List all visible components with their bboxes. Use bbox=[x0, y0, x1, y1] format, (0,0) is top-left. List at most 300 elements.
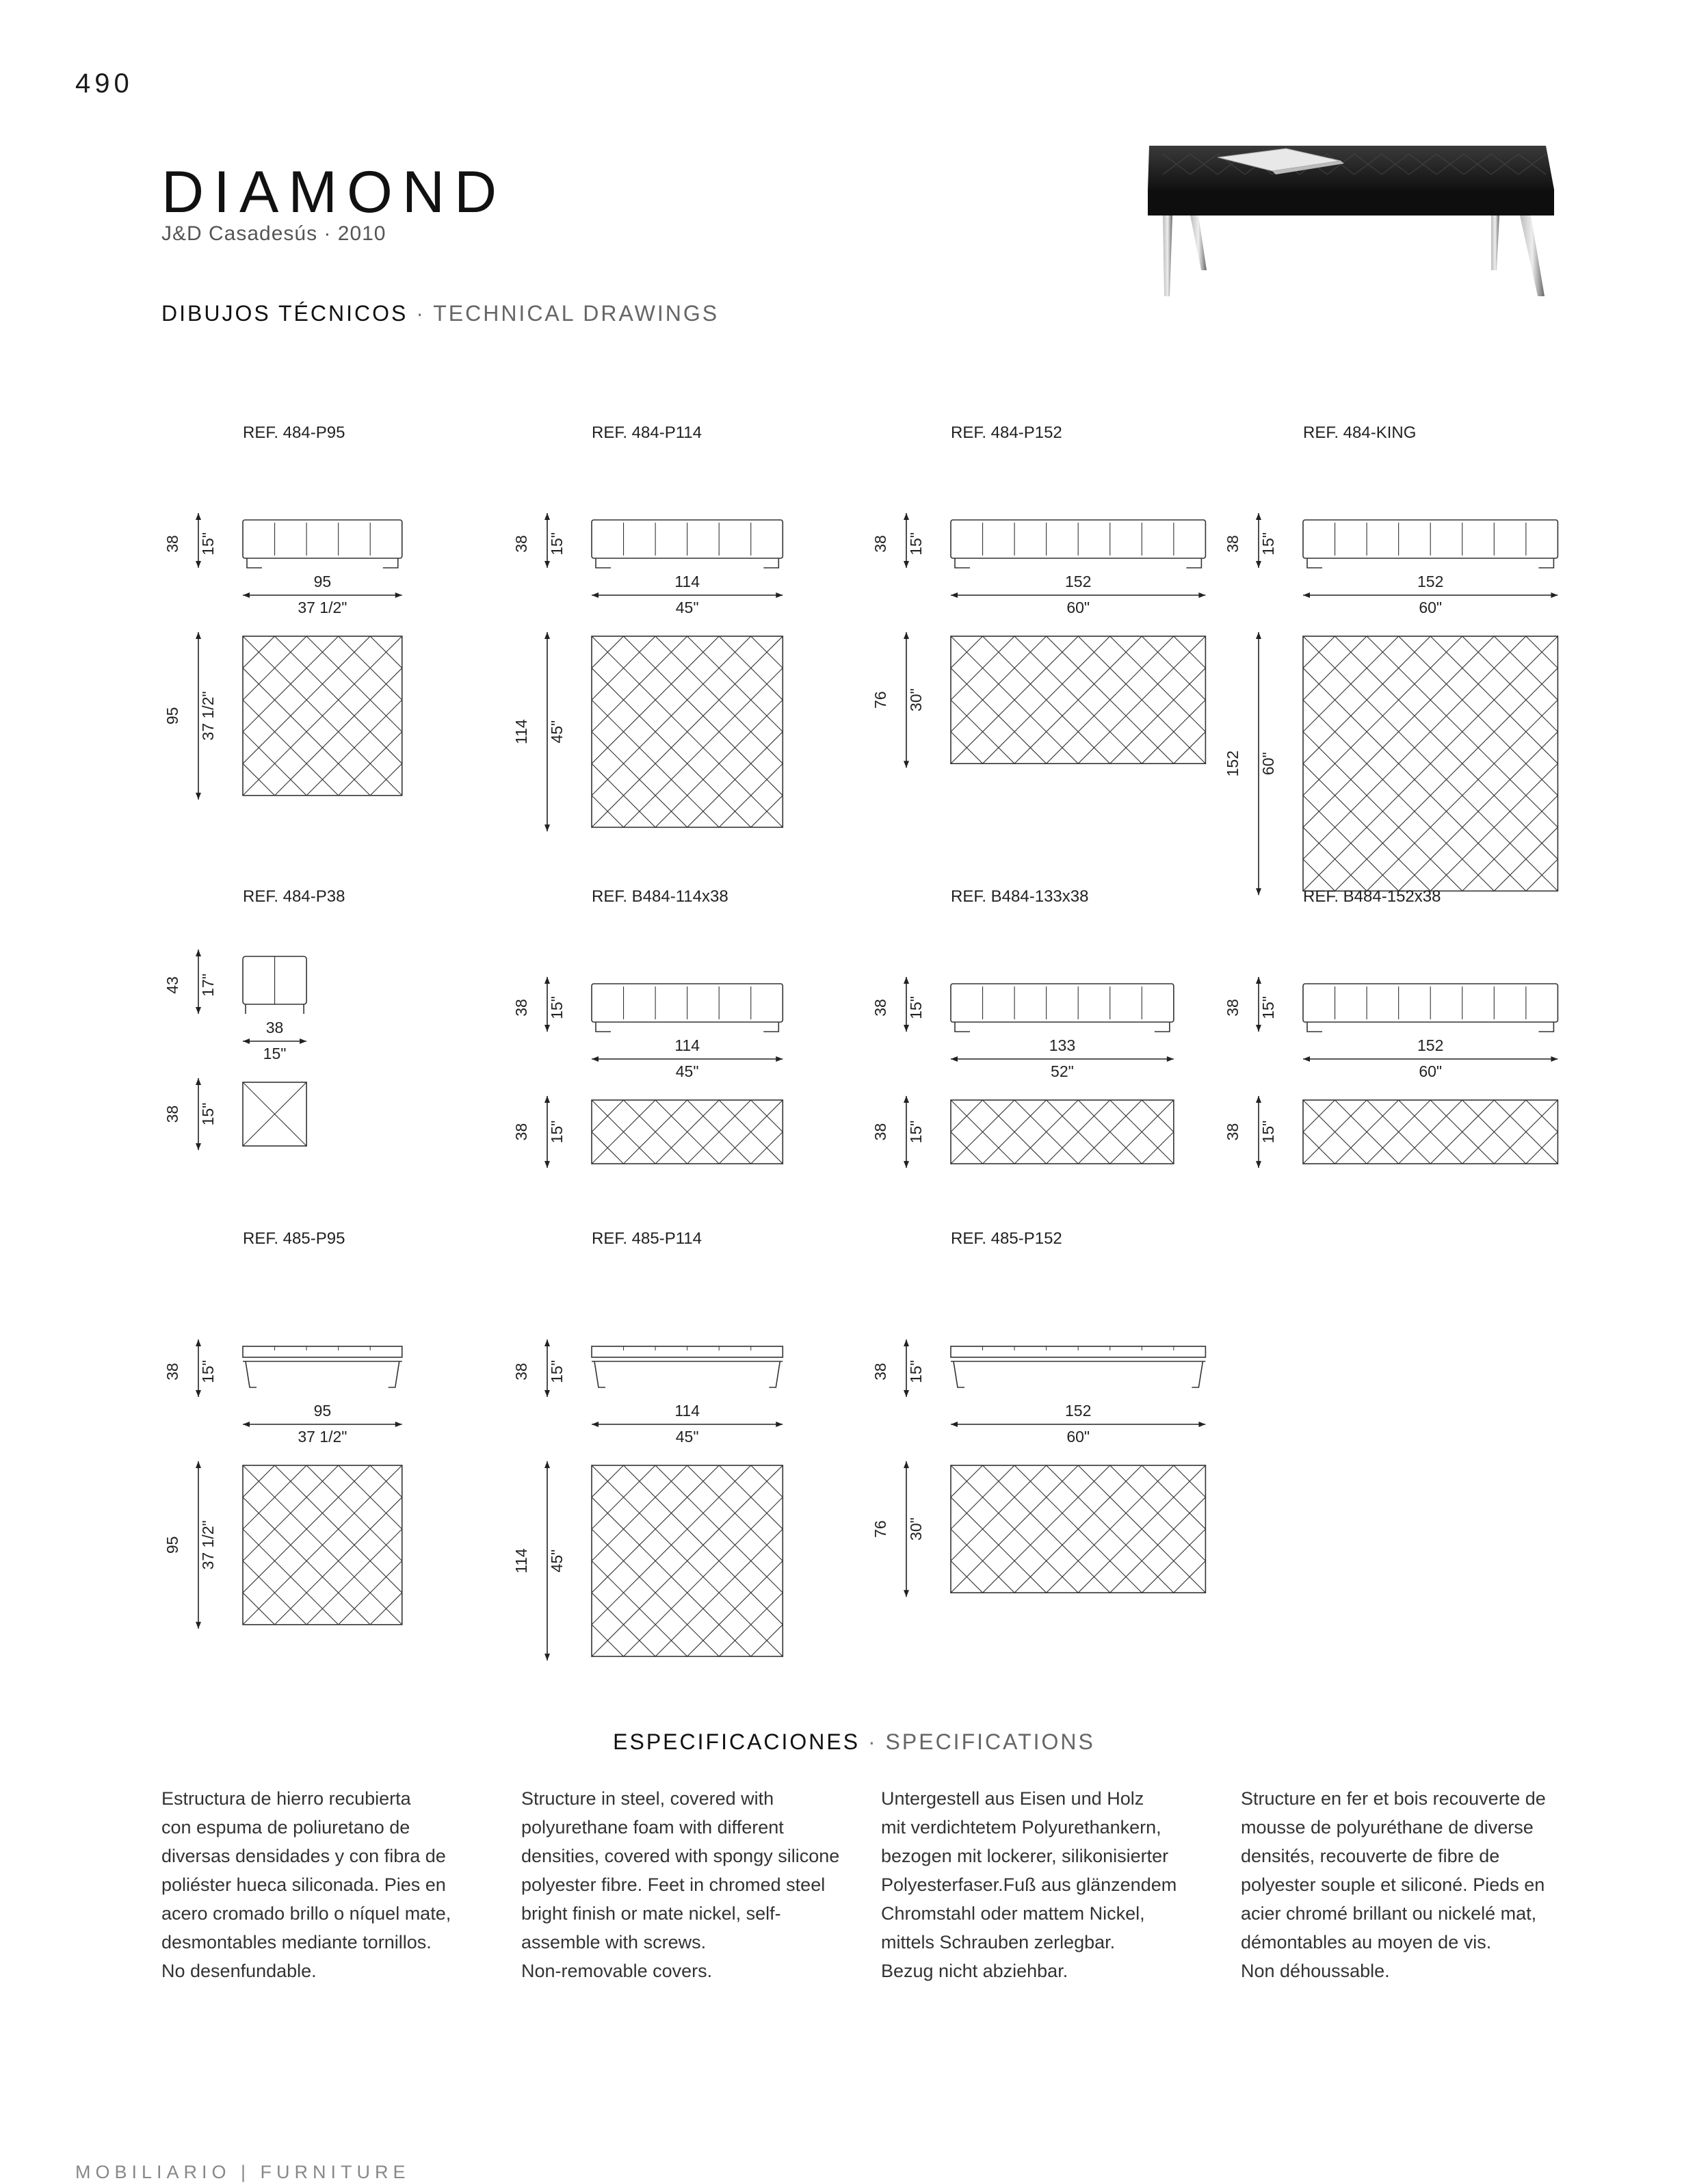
width-dimension bbox=[592, 592, 783, 598]
tufting-line bbox=[529, 636, 689, 796]
arrowhead bbox=[243, 592, 250, 598]
tufting-line bbox=[1006, 636, 1196, 827]
diamond-tufting bbox=[432, 1100, 942, 1164]
reference-label: REF. 484-P114 bbox=[592, 423, 702, 442]
tufting-line bbox=[1237, 1465, 1365, 1593]
depth-inches: 37 1/2" bbox=[199, 1520, 217, 1569]
tufting-line bbox=[0, 1465, 52, 1625]
arrowhead bbox=[1551, 592, 1558, 598]
specifications-heading bbox=[0, 1729, 1708, 1755]
spec-heading-en: SPECIFICATIONS bbox=[886, 1729, 1095, 1754]
pouf-foot bbox=[596, 1022, 611, 1032]
arrowhead bbox=[196, 632, 201, 639]
arrowhead bbox=[196, 1007, 201, 1014]
height-inches: 15" bbox=[1259, 996, 1277, 1019]
arrowhead bbox=[196, 793, 201, 800]
pouf-foot bbox=[383, 558, 398, 568]
designer-credit: J&D Casadesús · 2010 bbox=[161, 222, 386, 246]
tufting-line bbox=[1205, 1465, 1332, 1593]
tufting-line bbox=[1237, 636, 1365, 763]
arrowhead bbox=[544, 1096, 550, 1103]
reference-label: REF. 485-P95 bbox=[243, 1229, 345, 1248]
tufting-line bbox=[1558, 1100, 1621, 1164]
tufting-line bbox=[305, 636, 496, 827]
arrowhead bbox=[1303, 1056, 1310, 1062]
depth-cm: 38 bbox=[512, 1123, 530, 1141]
page-number: 490 bbox=[75, 68, 133, 99]
tufting-line bbox=[1270, 1100, 1333, 1164]
pouf-foot bbox=[1307, 1022, 1322, 1032]
arrowhead bbox=[196, 1461, 201, 1468]
tufting-line bbox=[370, 1082, 434, 1146]
arrowhead bbox=[904, 1339, 909, 1346]
tufting-line bbox=[1622, 1100, 1685, 1164]
width-inches: 45" bbox=[676, 1062, 699, 1080]
arrowhead bbox=[196, 1143, 201, 1150]
arrowhead bbox=[904, 1590, 909, 1597]
width-dimension bbox=[1303, 1056, 1558, 1062]
tufting-line bbox=[402, 1465, 562, 1625]
width-cm: 95 bbox=[314, 1402, 332, 1420]
tufting-line bbox=[466, 636, 625, 796]
plan-outline bbox=[951, 1100, 1174, 1164]
tufting-line bbox=[1333, 636, 1460, 763]
width-dimension bbox=[951, 1422, 1205, 1427]
width-inches: 60" bbox=[1066, 1428, 1090, 1446]
arrowhead bbox=[1256, 1025, 1261, 1032]
tufting-line bbox=[1590, 636, 1708, 891]
tufting-line bbox=[1144, 1100, 1207, 1164]
bench-leg bbox=[769, 1361, 780, 1387]
arrowhead bbox=[544, 561, 550, 568]
width-inches: 60" bbox=[1066, 599, 1090, 616]
tufting-line bbox=[432, 1100, 496, 1164]
width-cm: 38 bbox=[266, 1019, 284, 1036]
width-cm: 114 bbox=[674, 1036, 700, 1054]
arrowhead bbox=[1198, 592, 1205, 598]
tufting-line bbox=[434, 636, 593, 796]
width-dimension bbox=[243, 592, 402, 598]
reference-label: REF. B484-114x38 bbox=[592, 887, 728, 906]
pouf-foot bbox=[247, 558, 262, 568]
height-inches: 15" bbox=[1259, 532, 1277, 555]
depth-cm: 114 bbox=[512, 1548, 530, 1573]
arrowhead bbox=[1256, 1096, 1261, 1103]
depth-cm: 114 bbox=[512, 719, 530, 744]
arrowhead bbox=[196, 1390, 201, 1397]
arrowhead bbox=[904, 1161, 909, 1168]
tufting-line bbox=[791, 1100, 855, 1164]
width-inches: 45" bbox=[676, 599, 699, 616]
width-inches: 15" bbox=[263, 1045, 287, 1062]
tufting-line bbox=[696, 1465, 824, 1593]
depth-inches: 37 1/2" bbox=[199, 691, 217, 740]
arrowhead bbox=[592, 1422, 599, 1427]
depth-inches: 15" bbox=[199, 1103, 217, 1126]
spec-text-es: Estructura de hierro recubierta con espuma de poliuretano de diversas densidades y con fibra de poliéster hueca siliconada. Pies en acero cromado brillo o níquel mate, desmontables mediante tornillos. No desenfundable. bbox=[161, 1784, 483, 1985]
tufting-line bbox=[783, 636, 973, 827]
plan-view-9 bbox=[178, 1465, 1197, 1656]
depth-inches: 15" bbox=[907, 1121, 925, 1144]
tufting-line bbox=[696, 636, 824, 763]
tufting-line bbox=[815, 1465, 1006, 1656]
tufting-line bbox=[20, 636, 179, 796]
tufting-line bbox=[1590, 1100, 1653, 1164]
tufting-line bbox=[0, 1465, 83, 1625]
tufting-line bbox=[1590, 636, 1708, 891]
width-cm: 152 bbox=[1065, 573, 1091, 590]
arrowhead bbox=[544, 977, 550, 984]
bench-leg bbox=[954, 1361, 964, 1387]
tufting-line bbox=[0, 636, 116, 796]
arrowhead bbox=[776, 592, 783, 598]
arrowhead bbox=[196, 1078, 201, 1085]
arrowhead bbox=[904, 1390, 909, 1397]
footer-category: MOBILIARIO | FURNITURE bbox=[75, 2162, 410, 2183]
width-dimension bbox=[243, 1038, 306, 1044]
width-dimension bbox=[951, 592, 1205, 598]
tufting-line bbox=[974, 636, 1165, 827]
reference-label: REF. 484-KING bbox=[1303, 423, 1416, 442]
tufting-line bbox=[369, 1465, 560, 1656]
reference-label: REF. 485-P114 bbox=[592, 1229, 702, 1248]
arrowhead bbox=[1256, 977, 1261, 984]
tufting-line bbox=[815, 1100, 878, 1164]
arrowhead bbox=[1198, 1422, 1205, 1427]
width-inches: 45" bbox=[676, 1428, 699, 1446]
tufting-line bbox=[306, 1082, 370, 1146]
tufting-line bbox=[791, 636, 919, 763]
tufting-line bbox=[1333, 1465, 1460, 1593]
bench-cushion bbox=[243, 1346, 402, 1357]
tufting-line bbox=[815, 636, 1006, 827]
arrowhead bbox=[951, 592, 958, 598]
spec-text-de: Untergestell aus Eisen und Holz mit verdichtetem Polyurethankern, bezogen mit lockerer, silikonisierter Polyesterfaser.Fuß aus glänzendem Chromstahl oder mattem Nickel, mittels Schrauben zerlegbar. Bezug nicht abziehbar. bbox=[881, 1784, 1203, 1985]
product-title: DIAMOND bbox=[161, 159, 506, 226]
width-inches: 60" bbox=[1419, 599, 1442, 616]
section-heading-en: TECHNICAL DRAWINGS bbox=[433, 301, 719, 326]
pouf-foot bbox=[596, 558, 611, 568]
tufting-line bbox=[0, 1465, 116, 1625]
tufting-line bbox=[402, 636, 562, 796]
height-cm: 38 bbox=[163, 535, 181, 553]
tufting-line bbox=[0, 636, 83, 796]
arrowhead bbox=[1256, 1161, 1261, 1168]
plan-view-1 bbox=[178, 636, 1197, 827]
tufting-line bbox=[562, 1465, 721, 1625]
spec-heading-separator: · bbox=[868, 1729, 878, 1754]
pouf-foot bbox=[1307, 558, 1322, 568]
tufting-line bbox=[369, 636, 560, 827]
depth-inches: 45" bbox=[548, 720, 566, 744]
arrowhead bbox=[196, 513, 201, 520]
tufting-line bbox=[1205, 1465, 1332, 1593]
depth-inches: 60" bbox=[1259, 752, 1277, 775]
arrowhead bbox=[776, 1056, 783, 1062]
height-inches: 15" bbox=[548, 532, 566, 555]
width-inches: 60" bbox=[1419, 1062, 1442, 1080]
tufting-line bbox=[1590, 1100, 1653, 1164]
tufting-line bbox=[878, 1465, 1069, 1656]
depth-cm: 76 bbox=[871, 691, 889, 709]
arrowhead bbox=[904, 1461, 909, 1468]
height-cm: 38 bbox=[871, 1363, 889, 1381]
height-inches: 15" bbox=[907, 996, 925, 1019]
arrowhead bbox=[1256, 561, 1261, 568]
tufting-line bbox=[1685, 636, 1708, 891]
tufting-line bbox=[434, 1465, 593, 1625]
arrowhead bbox=[904, 561, 909, 568]
reference-label: REF. 484-P152 bbox=[951, 423, 1062, 442]
width-cm: 152 bbox=[1065, 1402, 1091, 1420]
depth-inches: 15" bbox=[548, 1121, 566, 1144]
tufting-line bbox=[1301, 1465, 1428, 1593]
tufting-line bbox=[760, 1465, 887, 1593]
depth-inches: 45" bbox=[548, 1550, 566, 1573]
arrowhead bbox=[243, 1422, 250, 1427]
tufting-line bbox=[1237, 1465, 1365, 1593]
tufting-line bbox=[783, 1465, 973, 1656]
tufting-line bbox=[369, 1465, 560, 1656]
arrowhead bbox=[544, 1461, 550, 1468]
depth-cm: 152 bbox=[1224, 750, 1241, 776]
tufting-line bbox=[878, 636, 1069, 827]
tufting-line bbox=[728, 1465, 855, 1593]
arrowhead bbox=[544, 632, 550, 639]
diamond-tufting bbox=[664, 636, 1492, 763]
arrowhead bbox=[243, 1038, 250, 1044]
tufting-line bbox=[1653, 1100, 1708, 1164]
tufting-line bbox=[0, 636, 52, 796]
reference-label: REF. 485-P152 bbox=[951, 1229, 1062, 1248]
tufting-line bbox=[1558, 1100, 1621, 1164]
arrowhead bbox=[1551, 1056, 1558, 1062]
tufting-line bbox=[434, 1465, 593, 1625]
tufting-line bbox=[910, 636, 1101, 827]
tufting-line bbox=[337, 636, 528, 827]
arrowhead bbox=[904, 1096, 909, 1103]
tufting-line bbox=[274, 1465, 464, 1656]
width-inches: 52" bbox=[1051, 1062, 1074, 1080]
tufting-line bbox=[1558, 636, 1708, 891]
arrowhead bbox=[544, 824, 550, 831]
arrowhead bbox=[1256, 513, 1261, 520]
spec-heading-es: ESPECIFICACIONES bbox=[613, 1729, 860, 1754]
depth-cm: 95 bbox=[163, 1537, 181, 1554]
tufting-line bbox=[241, 1465, 432, 1656]
depth-cm: 38 bbox=[163, 1106, 181, 1123]
tufting-line bbox=[942, 636, 1133, 827]
arrowhead bbox=[1256, 888, 1261, 895]
plan-view-4 bbox=[52, 1082, 498, 1146]
height-cm: 38 bbox=[512, 1363, 530, 1381]
tufting-line bbox=[562, 636, 721, 796]
arrowhead bbox=[196, 561, 201, 568]
tufting-line bbox=[369, 636, 560, 827]
height-cm: 38 bbox=[1224, 999, 1241, 1017]
depth-cm: 95 bbox=[163, 707, 181, 725]
arrowhead bbox=[904, 513, 909, 520]
section-heading-es: DIBUJOS TÉCNICOS bbox=[161, 301, 408, 326]
arrowhead bbox=[592, 592, 599, 598]
tufting-line bbox=[52, 1465, 211, 1625]
tufting-line bbox=[760, 636, 887, 763]
tufting-line bbox=[1237, 636, 1365, 763]
depth-cm: 38 bbox=[1224, 1123, 1241, 1141]
tufting-line bbox=[52, 636, 211, 796]
tufting-line bbox=[783, 1100, 846, 1164]
plan-view-10 bbox=[664, 1465, 1492, 1593]
arrowhead bbox=[196, 1622, 201, 1629]
tufting-line bbox=[52, 1082, 116, 1146]
reference-label: REF. B484-133x38 bbox=[951, 887, 1088, 906]
height-cm: 38 bbox=[871, 535, 889, 553]
tufting-line bbox=[783, 1465, 973, 1656]
width-inches: 37 1/2" bbox=[298, 1428, 347, 1446]
arrowhead bbox=[196, 950, 201, 956]
bench-leg bbox=[389, 1361, 399, 1387]
width-cm: 114 bbox=[674, 1402, 700, 1420]
reference-label: REF. 484-P95 bbox=[243, 423, 345, 442]
width-cm: 95 bbox=[314, 573, 332, 590]
tufting-line bbox=[52, 636, 211, 796]
height-inches: 15" bbox=[199, 1360, 217, 1383]
arrowhead bbox=[300, 1038, 306, 1044]
bench-leg bbox=[246, 1361, 257, 1387]
tufting-line bbox=[1526, 636, 1708, 891]
arrowhead bbox=[592, 1056, 599, 1062]
tufting-line bbox=[209, 636, 400, 827]
tufting-line bbox=[402, 1465, 562, 1625]
tufting-line bbox=[1006, 1465, 1196, 1656]
tufting-line bbox=[1205, 636, 1332, 763]
arrowhead bbox=[196, 1339, 201, 1346]
tufting-line bbox=[783, 1100, 846, 1164]
section-separator: · bbox=[416, 301, 425, 326]
depth-inches: 15" bbox=[1259, 1121, 1277, 1144]
depth-cm: 76 bbox=[871, 1520, 889, 1538]
tufting-line bbox=[52, 1465, 211, 1625]
tufting-line bbox=[1270, 636, 1397, 763]
tufting-line bbox=[306, 1082, 370, 1146]
width-dimension bbox=[592, 1422, 783, 1427]
pouf-foot bbox=[955, 1022, 970, 1032]
reference-label: REF. 484-P38 bbox=[243, 887, 345, 906]
arrowhead bbox=[544, 1653, 550, 1660]
arrowhead bbox=[544, 1339, 550, 1346]
depth-inches: 30" bbox=[907, 688, 925, 711]
tufting-line bbox=[910, 1465, 1101, 1656]
width-cm: 114 bbox=[674, 573, 700, 590]
tufting-line bbox=[305, 1465, 496, 1656]
diamond-tufting bbox=[178, 1465, 1197, 1656]
tufting-line bbox=[846, 636, 1037, 827]
tufting-line bbox=[791, 1465, 919, 1593]
tufting-line bbox=[974, 1465, 1165, 1656]
height-inches: 15" bbox=[199, 532, 217, 555]
width-dimension bbox=[592, 1056, 783, 1062]
width-cm: 152 bbox=[1417, 1036, 1443, 1054]
arrowhead bbox=[395, 1422, 402, 1427]
tufting-line bbox=[942, 1465, 1133, 1656]
tufting-line bbox=[497, 636, 657, 796]
tufting-line bbox=[783, 636, 973, 827]
tufting-line bbox=[791, 636, 919, 763]
arrowhead bbox=[1256, 632, 1261, 639]
tufting-line bbox=[529, 1465, 689, 1625]
arrowhead bbox=[544, 513, 550, 520]
arrowhead bbox=[904, 977, 909, 984]
arrowhead bbox=[544, 1025, 550, 1032]
height-inches: 15" bbox=[907, 1360, 925, 1383]
tufting-line bbox=[1653, 636, 1708, 891]
width-cm: 133 bbox=[1049, 1036, 1075, 1054]
tufting-line bbox=[466, 1465, 625, 1625]
pouf-foot bbox=[1538, 1022, 1553, 1032]
arrowhead bbox=[904, 1025, 909, 1032]
pouf-foot bbox=[955, 558, 970, 568]
tufting-line bbox=[1365, 1465, 1492, 1593]
spec-text-en: Structure in steel, covered with polyurethane foam with different densities, covered with spongy silicone polyester fibre. Feet in chromed steel bright finish or mate nickel, self- assemble with screws. Non-removable covers. bbox=[521, 1784, 843, 1985]
height-inches: 15" bbox=[548, 1360, 566, 1383]
height-cm: 38 bbox=[163, 1363, 181, 1381]
arrowhead bbox=[544, 1161, 550, 1168]
reference-label: REF. B484-152x38 bbox=[1303, 887, 1441, 906]
arrowhead bbox=[1303, 592, 1310, 598]
tufting-line bbox=[1622, 636, 1708, 891]
tufting-line bbox=[0, 636, 147, 796]
arrowhead bbox=[1167, 1056, 1174, 1062]
tufting-line bbox=[791, 1465, 919, 1593]
height-inches: 17" bbox=[199, 973, 217, 997]
tufting-line bbox=[728, 636, 855, 763]
tufting-line bbox=[1270, 1465, 1397, 1593]
tufting-line bbox=[0, 1465, 147, 1625]
width-inches: 37 1/2" bbox=[298, 599, 347, 616]
bench-leg bbox=[594, 1361, 605, 1387]
tufting-line bbox=[209, 1465, 400, 1656]
tufting-line bbox=[1205, 636, 1332, 763]
width-dimension bbox=[243, 1422, 402, 1427]
pouf-foot bbox=[763, 558, 778, 568]
depth-cm: 38 bbox=[871, 1123, 889, 1141]
arrowhead bbox=[951, 1422, 958, 1427]
diamond-tufting bbox=[664, 1465, 1492, 1593]
height-cm: 38 bbox=[512, 535, 530, 553]
tufting-line bbox=[1301, 636, 1428, 763]
tufting-line bbox=[434, 636, 593, 796]
pouf-elevation bbox=[951, 984, 1174, 1022]
height-inches: 15" bbox=[907, 532, 925, 555]
arrowhead bbox=[951, 1056, 958, 1062]
arrowhead bbox=[544, 1390, 550, 1397]
tufting-line bbox=[1365, 636, 1492, 763]
tufting-line bbox=[20, 1465, 179, 1625]
width-dimension bbox=[951, 1056, 1174, 1062]
arrowhead bbox=[395, 592, 402, 598]
tufting-line bbox=[815, 1465, 1006, 1656]
diamond-tufting bbox=[178, 636, 1197, 827]
tufting-line bbox=[402, 636, 562, 796]
diamond-tufting bbox=[52, 1082, 498, 1146]
tufting-line bbox=[337, 1465, 528, 1656]
tufting-line bbox=[1462, 636, 1708, 891]
tufting-line bbox=[274, 636, 464, 827]
tufting-line bbox=[434, 1082, 497, 1146]
tufting-line bbox=[846, 1465, 1037, 1656]
bench-leg bbox=[1192, 1361, 1203, 1387]
height-inches: 15" bbox=[548, 996, 566, 1019]
